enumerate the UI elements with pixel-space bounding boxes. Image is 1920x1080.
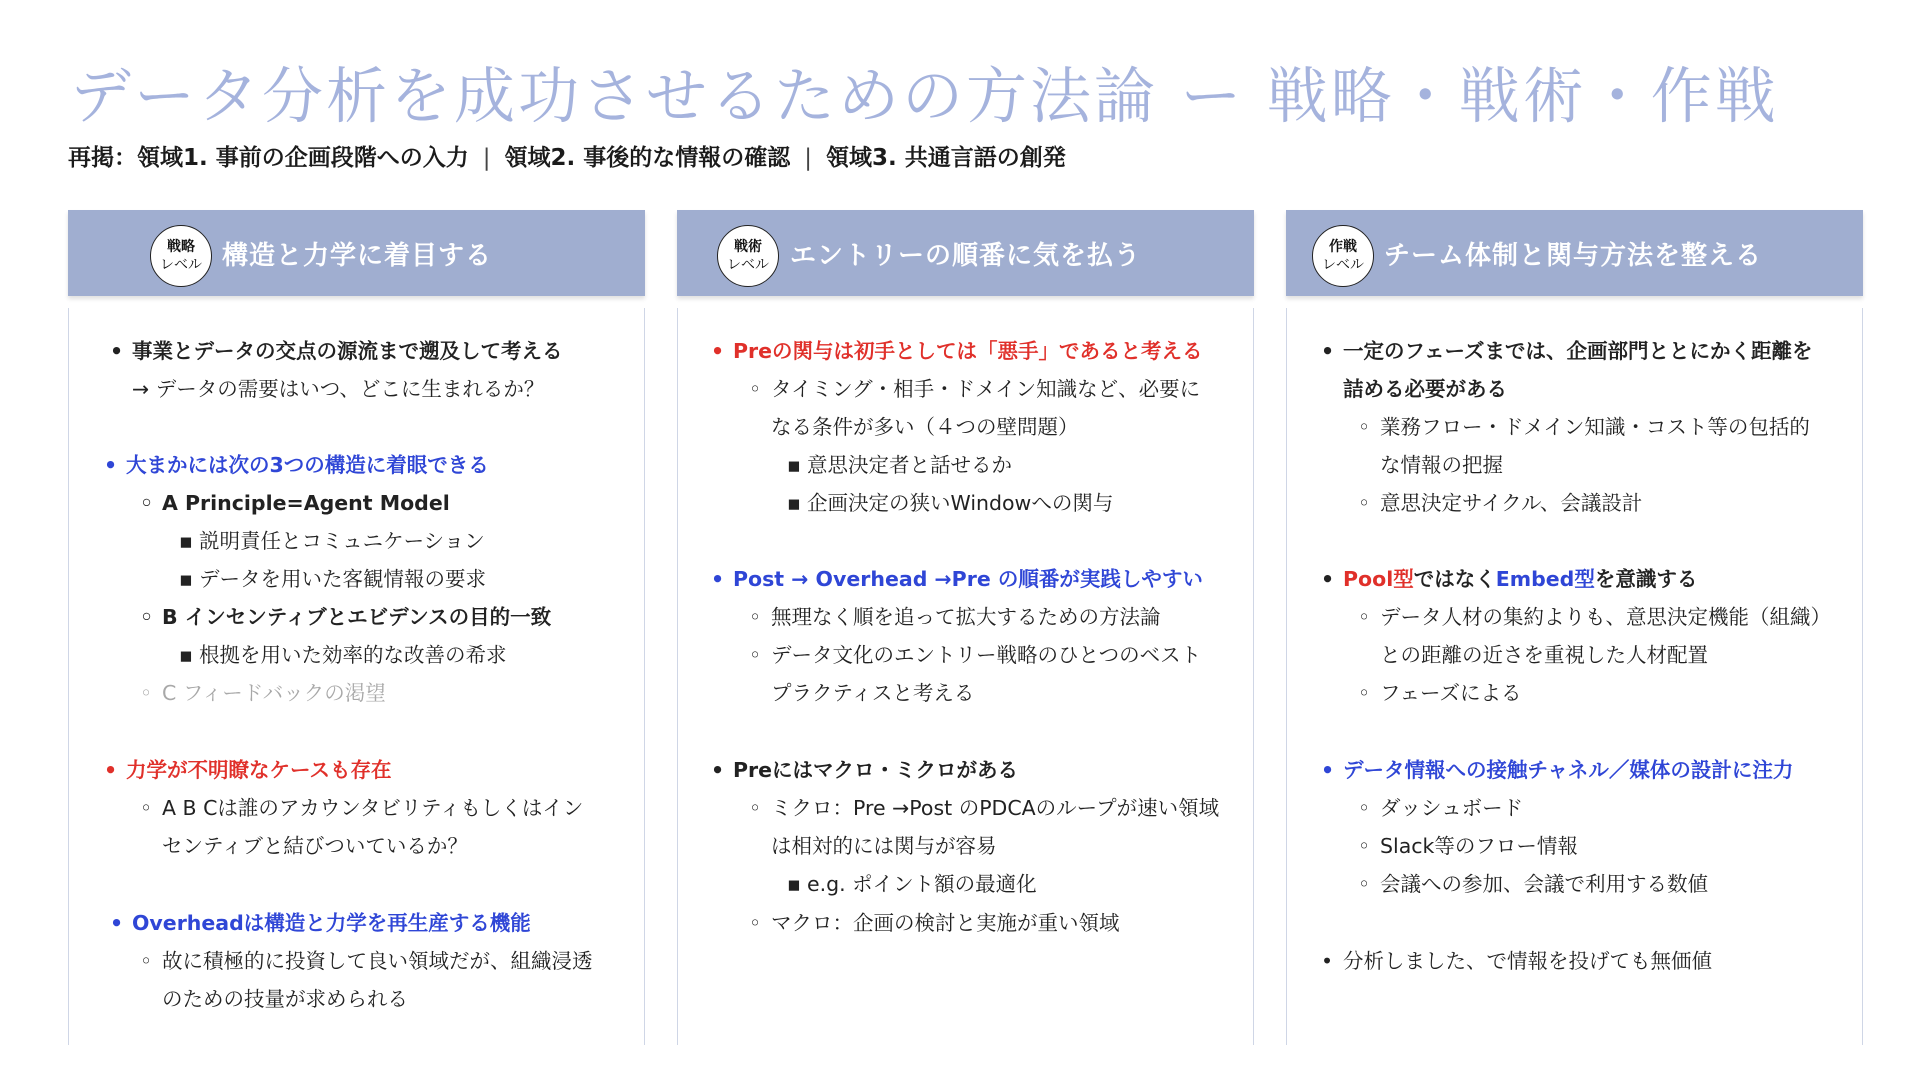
list-item: ◦ ダッシュボード xyxy=(1380,789,1523,827)
list-item: • Overheadは構造と力学を再生産する機能 xyxy=(132,904,531,942)
list-item: • データ情報への接触チャネル／媒体の設計に注力 xyxy=(1343,751,1793,789)
column-strategy xyxy=(68,210,645,1045)
list-item: ◦ ミクロ：Pre →Post のPDCAのループが速い領域 xyxy=(771,789,1219,827)
level-badge xyxy=(1312,225,1374,287)
list-item: 詰める必要がある xyxy=(1343,377,1507,401)
square-bullet-icon: ▪ xyxy=(179,567,193,591)
circle-bullet-icon: ◦ xyxy=(1358,681,1371,705)
circle-bullet-icon: ◦ xyxy=(140,491,154,515)
list-item: との距離の近さを重視した人材配置 xyxy=(1380,643,1708,667)
column-title: 構造と力学に着目する xyxy=(222,241,493,271)
square-bullet-icon: ▪ xyxy=(787,491,801,515)
column-body xyxy=(1286,308,1863,1045)
subtitle-part-2: 領域2. 事後的な情報の確認 xyxy=(504,145,791,171)
list-item: ◦ 無理なく順を追って拡大するための方法論 xyxy=(771,598,1161,636)
column-body xyxy=(677,308,1254,1045)
square-bullet-icon: ▪ xyxy=(179,529,193,553)
subtitle-part-1: 再掲：領域1. 事前の企画段階への入力 xyxy=(68,145,469,171)
level-badge xyxy=(717,225,779,287)
bullet-icon: • xyxy=(1321,567,1335,591)
list-item: • 力学が不明瞭なケースも存在 xyxy=(126,751,391,789)
page-title: データ分析を成功させるための方法論 ー 戦略・戦術・作戦 xyxy=(70,61,1779,132)
list-item: ◦ A Principle=Agent Model xyxy=(162,484,450,522)
list-item: ◦ フェーズによる xyxy=(1380,674,1521,712)
circle-bullet-icon: ◦ xyxy=(1358,796,1371,820)
bullet-icon: • xyxy=(711,567,725,591)
column-title: エントリーの順番に気を払う xyxy=(790,241,1142,271)
column-title: チーム体制と関与方法を整える xyxy=(1384,241,1763,271)
list-item: • 事業とデータの交点の源流まで遡及して考える xyxy=(132,332,563,370)
embed-type-label: Embed型 xyxy=(1495,567,1595,591)
list-item: ◦ マクロ：企画の検討と実施が重い領域 xyxy=(771,904,1120,942)
circle-bullet-icon: ◦ xyxy=(749,643,762,667)
circle-bullet-icon: ◦ xyxy=(1358,605,1371,629)
list-item: ◦ データ人材の集約よりも、意思決定機能（組織） xyxy=(1380,598,1831,636)
column-body xyxy=(68,308,645,1045)
bullet-icon: • xyxy=(104,758,118,782)
list-item: ◦ 業務フロー・ドメイン知識・コスト等の包括的 xyxy=(1380,408,1810,446)
list-item: • Post → Overhead →Pre の順番が実践しやすい xyxy=(733,560,1203,598)
subtitle-part-3: 領域3. 共通言語の創発 xyxy=(826,145,1066,171)
badge-level-name: 戦術 xyxy=(734,239,762,255)
circle-bullet-icon: ◦ xyxy=(140,949,153,973)
list-item: ▪ データを用いた客観情報の要求 xyxy=(199,560,486,598)
subtitle xyxy=(68,139,1066,172)
level-badge xyxy=(150,225,212,287)
subtitle-separator: | xyxy=(482,145,491,171)
list-item: • Preにはマクロ・ミクロがある xyxy=(733,751,1018,789)
list-item: ◦ 会議への参加、会議で利用する数値 xyxy=(1380,865,1708,903)
list-item: ◦ タイミング・相手・ドメイン知識など、必要に xyxy=(771,370,1200,408)
list-item: • 一定のフェーズまでは、企画部門ととにかく距離を xyxy=(1343,332,1812,370)
list-item: のための技量が求められる xyxy=(162,987,408,1011)
list-item: ◦ B インセンティブとエビデンスの目的一致 xyxy=(162,598,551,636)
badge-level-suffix: レベル xyxy=(727,257,769,273)
square-bullet-icon: ▪ xyxy=(179,643,193,667)
badge-level-suffix: レベル xyxy=(1322,257,1364,273)
list-item: ▪ 根拠を用いた効率的な改善の希求 xyxy=(199,636,507,674)
circle-bullet-icon: ◦ xyxy=(749,796,762,820)
list-item: • 分析しました、で情報を投げても無価値 xyxy=(1343,942,1712,980)
list-item: • Pool型ではなくEmbed型を意識する xyxy=(1343,560,1697,598)
circle-bullet-icon: ◦ xyxy=(749,605,762,629)
pool-type-label: Pool型 xyxy=(1343,567,1414,591)
list-item: ◦ データ文化のエントリー戦略のひとつのベスト xyxy=(771,636,1201,674)
badge-level-name: 作戦 xyxy=(1329,239,1357,255)
badge-level-name: 戦略 xyxy=(167,239,195,255)
square-bullet-icon: ▪ xyxy=(787,872,801,896)
circle-bullet-icon: ◦ xyxy=(1358,872,1371,896)
badge-level-suffix: レベル xyxy=(160,257,202,273)
column-header xyxy=(677,210,1254,296)
list-item: ◦ Slack等のフロー情報 xyxy=(1380,827,1578,865)
list-item: → データの需要はいつ、どこに生まれるか？ xyxy=(132,377,545,401)
circle-bullet-icon: ◦ xyxy=(140,681,153,705)
list-item: ▪ 説明責任とコミュニケーション xyxy=(199,522,485,560)
list-item: プラクティスと考える xyxy=(771,681,975,705)
list-item: ◦ 故に積極的に投資して良い領域だが、組織浸透 xyxy=(162,942,593,980)
list-item: は相対的には関与が容易 xyxy=(771,834,997,858)
list-item: ▪ 企画決定の狭いWindowへの関与 xyxy=(807,484,1113,522)
bullet-icon: • xyxy=(1321,949,1334,973)
bullet-icon: • xyxy=(104,453,118,477)
column-tactics xyxy=(677,210,1254,1045)
circle-bullet-icon: ◦ xyxy=(1358,834,1371,858)
bullet-icon: • xyxy=(1321,339,1335,363)
column-header xyxy=(68,210,645,296)
bullet-icon: • xyxy=(1321,758,1335,782)
circle-bullet-icon: ◦ xyxy=(1358,491,1371,515)
bullet-icon: • xyxy=(711,758,725,782)
subtitle-separator: | xyxy=(804,145,812,171)
list-item: ◦ C フィードバックの渇望 xyxy=(162,674,386,712)
circle-bullet-icon: ◦ xyxy=(1358,415,1371,439)
bullet-icon: • xyxy=(110,911,124,935)
list-item: センティブと結びついているか？ xyxy=(162,834,468,858)
square-bullet-icon: ▪ xyxy=(787,453,801,477)
list-item: なる条件が多い（４つの壁問題） xyxy=(771,415,1079,439)
circle-bullet-icon: ◦ xyxy=(749,377,762,401)
circle-bullet-icon: ◦ xyxy=(749,911,762,935)
bullet-icon: • xyxy=(711,339,725,363)
circle-bullet-icon: ◦ xyxy=(140,796,153,820)
list-item: ◦ A B Cは誰のアカウンタビリティもしくはイン xyxy=(162,789,583,827)
list-item: • 大まかには次の3つの構造に着眼できる xyxy=(126,446,489,484)
list-item: • Preの関与は初手としては「悪手」であると考える xyxy=(733,332,1203,370)
column-header xyxy=(1286,210,1863,296)
list-item: ▪ 意思決定者と話せるか xyxy=(807,446,1012,484)
list-item: ◦ 意思決定サイクル、会議設計 xyxy=(1380,484,1642,522)
list-item: ▪ e.g. ポイント額の最適化 xyxy=(807,865,1037,903)
list-item: な情報の把握 xyxy=(1380,453,1503,477)
column-operations xyxy=(1286,210,1863,1045)
bullet-icon: • xyxy=(110,339,124,363)
circle-bullet-icon: ◦ xyxy=(140,605,154,629)
